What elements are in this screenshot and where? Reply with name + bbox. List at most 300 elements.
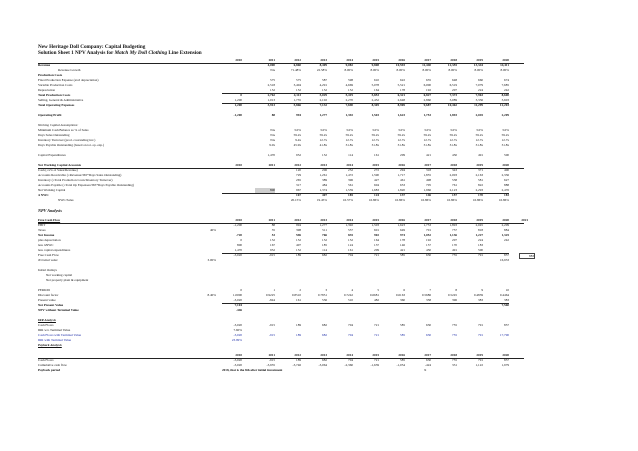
cell-value: 8.00% bbox=[370, 68, 379, 72]
row-label: Selling, General & Administrative bbox=[38, 98, 84, 102]
row-label: less capital expenditures bbox=[38, 248, 71, 252]
cell-value: 994 bbox=[296, 113, 301, 117]
cell-value: 12.7x bbox=[475, 138, 483, 142]
cell-value: 45.9x bbox=[293, 143, 301, 147]
cell-value: -3,064 bbox=[318, 363, 327, 367]
cell-value: 2012 bbox=[294, 163, 301, 167]
cell-value: 0 bbox=[240, 93, 242, 97]
cell-value: 4,291 bbox=[319, 83, 327, 87]
cell-value: 19.45% bbox=[316, 198, 327, 202]
cell-value: 0.9225 bbox=[265, 293, 275, 297]
cell-value: 1.0000 bbox=[232, 293, 242, 297]
row-label: Production Costs bbox=[38, 73, 63, 77]
cell-value: 2018 bbox=[450, 163, 457, 167]
cell-value: 701 bbox=[426, 228, 431, 232]
cell-value: 704 bbox=[348, 333, 353, 337]
table-row bbox=[0, 278, 638, 283]
cell-value: 704 bbox=[348, 323, 353, 327]
cell-value: 2010 bbox=[235, 353, 242, 357]
cell-value: 5,866 bbox=[293, 103, 301, 107]
cell-value: 12.7x bbox=[449, 138, 457, 142]
row-label: less ΔNWC bbox=[38, 243, 54, 247]
cell-value: 3.0% bbox=[294, 128, 301, 132]
cell-value: 2014 bbox=[346, 163, 353, 167]
cell-value: 7,963 bbox=[475, 93, 483, 97]
cell-value: 791 bbox=[478, 358, 483, 362]
cell-value: 17,790 bbox=[499, 333, 509, 337]
cell-value: 8.00% bbox=[474, 68, 483, 72]
cell-value: -1,639 bbox=[370, 363, 379, 367]
cell-value: 161 bbox=[296, 298, 301, 302]
cell-value: 1,590 bbox=[371, 173, 379, 177]
row-label: Depreciation bbox=[38, 88, 56, 92]
cell-value: 9 bbox=[481, 288, 483, 292]
cell-value: 682 bbox=[322, 323, 327, 327]
cell-value: 427 bbox=[374, 178, 379, 182]
cell-value: 1,893 bbox=[449, 223, 457, 227]
cell-value: 192 bbox=[426, 238, 431, 242]
cell-value: NA bbox=[270, 68, 275, 72]
row-label: NWC/Sales bbox=[58, 198, 74, 202]
cell-value: 398 bbox=[296, 228, 301, 232]
cell-value: 8.00% bbox=[448, 68, 457, 72]
cell-value: 857 bbox=[504, 358, 509, 362]
rate-input: 3.00% bbox=[207, 258, 216, 262]
row-label: NPV without Terminal Value bbox=[38, 308, 79, 312]
cell-value: 396 bbox=[452, 298, 457, 302]
cell-value: -3,020 bbox=[233, 298, 242, 302]
cell-value: 2,270 bbox=[345, 98, 353, 102]
cell-value: 791 bbox=[478, 253, 483, 257]
cell-value: 1,374 bbox=[319, 188, 327, 192]
cell-value: 1,277 bbox=[319, 113, 327, 117]
cell-value: 185 bbox=[348, 193, 353, 197]
cell-value: 2016 bbox=[398, 218, 405, 222]
cell-value: 1,325 bbox=[501, 233, 509, 237]
cell-value: 383 bbox=[478, 298, 483, 302]
cell-value: 761 bbox=[452, 183, 457, 187]
cell-value: 8.00% bbox=[422, 68, 431, 72]
cell-value: 5,521 bbox=[397, 83, 405, 87]
cell-value: 146 bbox=[400, 243, 405, 247]
row-label: Inventory (=Total Production Costs/Inventory Turnover) bbox=[38, 178, 113, 182]
row-label: Net Working Capital bbox=[38, 188, 66, 192]
cell-value: 407 bbox=[296, 243, 301, 247]
cell-value: 2,452 bbox=[371, 98, 379, 102]
row-label: Cumulative cash flow bbox=[38, 363, 67, 367]
cell-value: 242 bbox=[504, 238, 509, 242]
cell-value: 2,762 bbox=[267, 93, 275, 97]
cell-value: 152 bbox=[322, 238, 327, 242]
cell-value: 0.7242 bbox=[343, 293, 353, 297]
cell-value: 161 bbox=[348, 248, 353, 252]
row-label: Net Income bbox=[38, 233, 55, 237]
cell-value: 124 bbox=[374, 193, 379, 197]
row-label: Accounts Receivable (=Revenue/365*Days Sales Outstanding) bbox=[38, 173, 122, 177]
cell-value: 6 bbox=[403, 288, 405, 292]
cell-value: 2020 bbox=[502, 58, 509, 62]
cell-value: 2020 bbox=[502, 353, 509, 357]
cell-value: 0.6163 bbox=[395, 293, 405, 297]
cell-value: 596 bbox=[296, 233, 301, 237]
cell-value: 3.0% bbox=[346, 128, 353, 132]
cell-value: 630 bbox=[426, 323, 431, 327]
cell-value: -3,935 bbox=[266, 363, 275, 367]
cell-value: 242 bbox=[504, 88, 509, 92]
cell-value: 16,933 bbox=[499, 258, 509, 262]
cell-value: 6,000 bbox=[423, 83, 431, 87]
cell-value: 59.2x bbox=[423, 133, 431, 137]
cell-value: NA bbox=[270, 133, 275, 137]
cell-value: 152 bbox=[296, 238, 301, 242]
cell-value: 2017 bbox=[424, 353, 431, 357]
cell-value: NA bbox=[270, 128, 275, 132]
cell-value: 2,293 bbox=[475, 188, 483, 192]
cell-value: 183 bbox=[504, 193, 509, 197]
cell-value: 0.5245 bbox=[447, 293, 457, 297]
row-label: Fixed Production Expense (excl depreciation) bbox=[38, 78, 99, 82]
cell-value: 630 bbox=[426, 253, 431, 257]
cell-value: 3.0% bbox=[450, 128, 457, 132]
table-row bbox=[0, 308, 638, 313]
cell-value: 2016 bbox=[398, 58, 405, 62]
cell-value: 2020 bbox=[502, 218, 509, 222]
cell-value: 648 bbox=[452, 78, 457, 82]
row-label: Discount factor bbox=[38, 293, 59, 297]
cell-value: 383 bbox=[504, 298, 509, 302]
cell-value: 31.8x bbox=[449, 143, 457, 147]
cell-value: 31.8x bbox=[371, 143, 379, 147]
cell-value: 5,853 bbox=[371, 93, 379, 97]
row-label: Initial Outlays bbox=[38, 268, 57, 272]
cell-value: 1,966 bbox=[423, 188, 431, 192]
cell-value: 967 bbox=[296, 188, 301, 192]
cell-value: 2018 bbox=[450, 218, 457, 222]
cell-value: 157 bbox=[452, 193, 457, 197]
table-row bbox=[0, 143, 638, 148]
cell-value: 10,462 bbox=[447, 103, 457, 107]
cell-value: 2012 bbox=[294, 58, 301, 62]
cell-value: 1,013 bbox=[267, 98, 275, 102]
cell-value: 31.8x bbox=[501, 143, 509, 147]
cell-value: 152 bbox=[296, 88, 301, 92]
cell-value: 2014 bbox=[346, 218, 353, 222]
cell-value: 407 bbox=[322, 193, 327, 197]
extra-column-value: 2021 bbox=[521, 218, 528, 222]
cell-value: 585 bbox=[400, 253, 405, 257]
cell-value: -3,020 bbox=[233, 363, 242, 367]
cell-value: 9,082 bbox=[345, 63, 353, 67]
cell-value: 1,200 bbox=[234, 103, 242, 107]
row-label: IRR with Terminal Value bbox=[38, 338, 72, 342]
cell-value: 2 bbox=[299, 288, 301, 292]
cell-value: 8 bbox=[455, 288, 457, 292]
cell-value: 8.00% bbox=[396, 68, 405, 72]
subtitle-product: Match My Doll Clothing bbox=[114, 50, 168, 56]
cell-value: 7,104 bbox=[234, 303, 242, 307]
cell-value: 9.0x bbox=[269, 143, 275, 147]
table-row bbox=[0, 343, 638, 348]
cell-value: 396 bbox=[348, 178, 353, 182]
cell-value: 1,392 bbox=[345, 223, 353, 227]
cell-value: 35 bbox=[271, 228, 275, 232]
cell-value: 2,045 bbox=[475, 223, 483, 227]
cell-value: 59.2x bbox=[449, 133, 457, 137]
cell-value: 902 bbox=[374, 233, 379, 237]
cell-value: 974 bbox=[400, 233, 405, 237]
row-label: Total Operating Expenses bbox=[38, 103, 75, 107]
cell-value: 421 bbox=[400, 248, 405, 252]
cell-value: 2,163 bbox=[475, 173, 483, 177]
cell-value: -446 bbox=[235, 308, 242, 312]
row-label: Net property plant & equipment bbox=[46, 278, 89, 282]
cell-value: 12,355 bbox=[447, 63, 457, 67]
row-label: Present value bbox=[38, 298, 56, 302]
cell-value: 994 bbox=[296, 223, 301, 227]
total-rule bbox=[222, 253, 509, 254]
row-label: Inventory Turnover (prod. cost/ending inv.) bbox=[38, 138, 96, 142]
cell-value: 2018 bbox=[450, 58, 457, 62]
cell-value: -915 bbox=[268, 253, 275, 257]
cell-value: 674 bbox=[504, 78, 509, 82]
cell-value: 152 bbox=[348, 238, 353, 242]
cell-value: -3,020 bbox=[233, 253, 242, 257]
cell-value: 209 bbox=[400, 153, 405, 157]
cell-value: 6,827 bbox=[423, 93, 431, 97]
sheet-subtitle bbox=[38, 50, 202, 56]
extra-column-value: 883 bbox=[519, 253, 535, 259]
cell-value: 729 bbox=[296, 173, 301, 177]
cell-value: -1,054 bbox=[396, 363, 405, 367]
cell-value: 23.99% bbox=[231, 338, 242, 342]
cell-value: 627 bbox=[504, 178, 509, 182]
cell-value: 721 bbox=[374, 333, 379, 337]
cell-value: 331 bbox=[452, 363, 457, 367]
cell-value: 2012 bbox=[294, 218, 301, 222]
cell-value: 2,045 bbox=[475, 113, 483, 117]
cell-value: 835 bbox=[348, 233, 353, 237]
cell-value: 4 bbox=[351, 288, 353, 292]
cell-value: 2,860 bbox=[423, 98, 431, 102]
cell-value: 511 bbox=[322, 228, 327, 232]
cell-value: 10,593 bbox=[395, 63, 405, 67]
row-label: Free Cash Flow bbox=[38, 253, 59, 257]
cell-value: NA bbox=[270, 138, 275, 142]
cell-value: 7,079 bbox=[475, 83, 483, 87]
table-row bbox=[0, 153, 638, 158]
payback-note: 2018, that is the 8th after initial investment bbox=[222, 368, 283, 372]
cell-value: 587 bbox=[322, 78, 327, 82]
cell-value: 206 bbox=[322, 168, 327, 172]
cell-value: 8,600 bbox=[501, 93, 509, 97]
cell-value: 146 bbox=[426, 193, 431, 197]
row-label: Terminal value bbox=[38, 258, 58, 262]
total-rule bbox=[222, 303, 509, 304]
cell-value: 152 bbox=[322, 153, 327, 157]
cell-value: 7,373 bbox=[449, 93, 457, 97]
cell-value: 857 bbox=[504, 323, 509, 327]
cell-value: 2015 bbox=[372, 163, 379, 167]
cell-value: 2,336 bbox=[501, 173, 509, 177]
cell-value: 13,344 bbox=[473, 63, 483, 67]
cell-value: 585 bbox=[400, 323, 405, 327]
payback-marker: X bbox=[424, 368, 427, 372]
cell-value: 450 bbox=[426, 248, 431, 252]
cell-value: 12.7x bbox=[371, 138, 379, 142]
row-label: Taxes bbox=[38, 228, 46, 232]
cell-value: 16.86% bbox=[394, 198, 405, 202]
cell-value: 1,735 bbox=[293, 98, 301, 102]
cell-value: 22.58% bbox=[316, 68, 327, 72]
cell-value: 536 bbox=[322, 298, 327, 302]
cell-value: 3,404 bbox=[293, 83, 301, 87]
cell-value: 2012 bbox=[294, 353, 301, 357]
cell-value: -844 bbox=[268, 298, 275, 302]
cell-value: 207 bbox=[452, 238, 457, 242]
cell-value: 12.7x bbox=[319, 138, 327, 142]
cell-value: 604 bbox=[374, 183, 379, 187]
row-label: IRR Analysis bbox=[38, 318, 56, 322]
cell-value: 4,669 bbox=[345, 83, 353, 87]
cell-value: 2,003 bbox=[449, 173, 457, 177]
cell-value: 2020 bbox=[502, 163, 509, 167]
rate-input: 8.40% bbox=[207, 293, 216, 297]
cell-value: -915 bbox=[268, 323, 275, 327]
cell-value: 952 bbox=[270, 248, 275, 252]
cell-value: 7,690 bbox=[345, 103, 353, 107]
cell-value: 389 bbox=[322, 178, 327, 182]
cell-value: 1,136 bbox=[449, 233, 457, 237]
cell-value: 207 bbox=[452, 88, 457, 92]
total-rule bbox=[222, 103, 509, 104]
row-label: PERIOD bbox=[38, 288, 50, 292]
cell-value: 0 bbox=[240, 288, 242, 292]
cell-value: 450 bbox=[452, 153, 457, 157]
cell-value: 167 bbox=[296, 193, 301, 197]
row-label: Working Capital Assumptions: bbox=[38, 123, 79, 127]
cell-value: 721 bbox=[374, 358, 379, 362]
cell-value: 2016 bbox=[398, 353, 405, 357]
cell-value: 766 bbox=[322, 233, 327, 237]
cell-value: 2019 bbox=[476, 58, 483, 62]
cell-value: 152 bbox=[270, 238, 275, 242]
cell-value: 1,392 bbox=[345, 113, 353, 117]
cell-value: 31.8x bbox=[475, 143, 483, 147]
row-label: NPV Analysis bbox=[38, 208, 62, 213]
cell-value: 622 bbox=[400, 78, 405, 82]
row-label: Cash Flows with Terminal Value bbox=[38, 333, 82, 337]
cell-value: 575 bbox=[296, 78, 301, 82]
cell-value: 59.2x bbox=[475, 133, 483, 137]
row-label: Cash Flows bbox=[38, 358, 54, 362]
row-label: Net Working Capital Accounts bbox=[38, 163, 82, 167]
cell-value: 500 bbox=[504, 153, 509, 157]
cell-value: 12.7x bbox=[501, 138, 509, 142]
cell-value: 1,683 bbox=[371, 188, 379, 192]
cell-value: 461 bbox=[400, 178, 405, 182]
cell-value: 317 bbox=[296, 183, 301, 187]
cell-value: 152 bbox=[322, 88, 327, 92]
cell-value: 2018 bbox=[450, 353, 457, 357]
cell-value: 5,419 bbox=[345, 93, 353, 97]
row-label: Payback Analysis bbox=[38, 343, 62, 347]
cell-value: 2015 bbox=[372, 353, 379, 357]
table-row bbox=[0, 113, 638, 118]
cell-value: 16.86% bbox=[368, 198, 379, 202]
cell-value: 3,336 bbox=[475, 98, 483, 102]
row-label: Days Payable Outstanding (based on tot. op. exp.) bbox=[38, 143, 105, 147]
cell-value: 3,089 bbox=[449, 98, 457, 102]
cell-value: 601 bbox=[374, 228, 379, 232]
cell-value: 152 bbox=[270, 88, 275, 92]
cell-value: 705 bbox=[426, 183, 431, 187]
cell-value: 1,227 bbox=[475, 233, 483, 237]
cell-value: 1,979 bbox=[501, 363, 509, 367]
subtitle-prefix: Solution Sheet 1 NPV Analysis for bbox=[38, 50, 115, 56]
cell-value: 2,123 bbox=[449, 188, 457, 192]
cell-value: 164 bbox=[374, 88, 379, 92]
cell-value: 538 bbox=[452, 178, 457, 182]
row-label: IRR w/o Terminal Value bbox=[38, 328, 71, 332]
cell-value: 2010 bbox=[235, 163, 242, 167]
cell-value: -3,020 bbox=[233, 333, 242, 337]
cell-value: 9,687 bbox=[423, 103, 431, 107]
row-label: Net working capital bbox=[46, 273, 73, 277]
cell-value: 16.57% bbox=[342, 198, 353, 202]
cell-value: 3.0% bbox=[398, 128, 405, 132]
cell-value: 1,200 bbox=[234, 98, 242, 102]
cell-value: 1,820 bbox=[397, 188, 405, 192]
cell-value: 482 bbox=[374, 298, 379, 302]
cell-value: 500 bbox=[478, 248, 483, 252]
cell-value: 2,518 bbox=[267, 83, 275, 87]
cell-value: 120 bbox=[296, 168, 301, 172]
cell-value: 16.86% bbox=[420, 198, 431, 202]
cell-value: 3,603 bbox=[501, 98, 509, 102]
cell-value: 59.2x bbox=[501, 133, 509, 137]
cell-value: 343 bbox=[452, 168, 457, 172]
cell-value: 585 bbox=[400, 333, 405, 337]
cell-value: 1,753 bbox=[423, 223, 431, 227]
cell-value: 53 bbox=[271, 233, 275, 237]
cell-value: 189 bbox=[296, 253, 301, 257]
cell-value: 2011 bbox=[268, 353, 275, 357]
cell-value: 9,808 bbox=[371, 63, 379, 67]
cell-value: 2011 bbox=[268, 218, 275, 222]
cell-value: 16.86% bbox=[446, 198, 457, 202]
cell-value: 491 bbox=[478, 153, 483, 157]
cell-value: 16.86% bbox=[472, 198, 483, 202]
cell-value: 9.4x bbox=[295, 138, 301, 142]
cell-value: 12.7x bbox=[423, 138, 431, 142]
cell-value: 2013 bbox=[320, 353, 327, 357]
cell-value: 0.7851 bbox=[317, 293, 327, 297]
cell-value: -915 bbox=[268, 358, 275, 362]
cell-value: 791 bbox=[478, 323, 483, 327]
cell-value: 1,503 bbox=[371, 223, 379, 227]
cell-value: 4,113 bbox=[293, 93, 301, 97]
cell-value: 167 bbox=[270, 243, 275, 247]
row-label: Revenue bbox=[38, 63, 51, 67]
cell-value: 2010 bbox=[235, 58, 242, 62]
cell-value: 800 bbox=[255, 188, 275, 193]
cell-value: 10 bbox=[505, 288, 509, 292]
cell-value: -2,360 bbox=[344, 363, 353, 367]
cell-value: 3.0% bbox=[424, 128, 431, 132]
cell-value: 510 bbox=[348, 298, 353, 302]
cell-value: 0 bbox=[240, 238, 242, 242]
cell-value: -3,020 bbox=[233, 358, 242, 362]
